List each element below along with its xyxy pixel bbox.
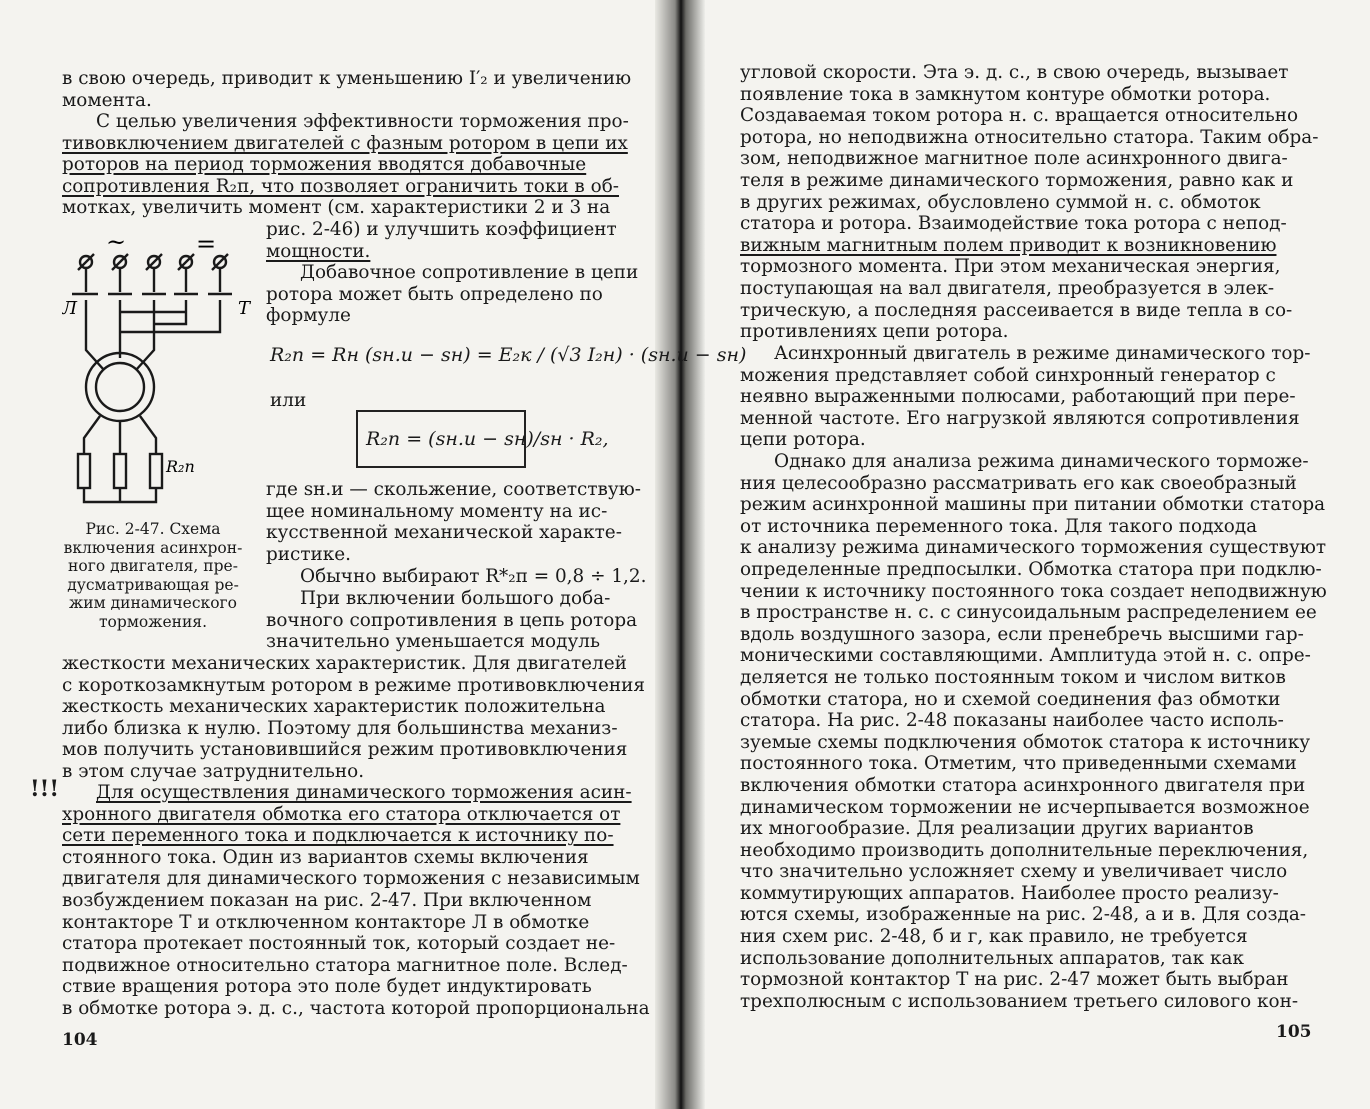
text-line: ния схем рис. 2-48, б и г, как правило, не требуется [740,926,1248,948]
text-line: мов получить установившийся режим противовключения [62,739,628,761]
text-line: подвижное относительно статора магнитное поле. Вслед- [62,954,628,976]
text-line: контакторе Т и отключенном контакторе Л в обмотке [62,911,590,933]
text-line: можения представляет собой синхронный генератор с [740,364,1276,386]
left-top-text [62,68,632,111]
text-line: жесткость механических характеристик положительна [62,696,606,718]
text-line: Создаваемая током ротора н. с. вращается относительно [740,105,1299,127]
text-line: возбуждением показан на рис. 2-47. При включенном [62,889,592,911]
text-line: статора. На рис. 2-48 показаны наиболее часто исполь- [740,710,1284,732]
text-line: режим асинхронной машины при питании обмотки статора [740,494,1326,516]
text-line: теля в режиме динамического торможения, равно как и [740,169,1294,191]
text-line: в этом случае затруднительно. [62,760,365,782]
left-para-3-side [266,588,638,653]
text-line: зуемые схемы подключения обмоток статора к источнику [740,731,1311,753]
text-line: противлениях цепи ротора. [740,321,1009,343]
right-para-3 [740,451,1327,1012]
text-line: необходимо производить дополнительные переключения, [740,839,1309,861]
text-line: Добавочное сопротивление в цепи [300,262,639,283]
where-text [266,479,641,565]
text-line: ствие вращения ротора это поле будет индуктировать [62,976,592,998]
text-line: либо близка к нулю. Поэтому для большинства механиз- [62,717,618,739]
page-number-right: 105 [1276,1022,1312,1042]
caption-line: дусматривающая ре- [67,575,239,594]
text-line: к анализу режима динамического торможения существуют [740,537,1327,559]
formula-2-box [356,410,609,468]
text-line: коммутирующих аппаратов. Наиболее просто реализу- [740,882,1279,904]
formula-1: R₂п = Rн (sн.и − sн) = E₂к / (√3 I₂н) · (sн.и − sн) [270,344,747,366]
text-line: Асинхронный двигатель в режиме динамического тор- [774,343,1311,364]
text-line: двигателя для динамического торможения с независимым [62,868,640,890]
text-line: что значительно усложняет схему и увеличивает число [740,861,1288,883]
text-line: ротора, но неподвижна относительно статора. Таким обра- [740,126,1319,148]
text-line: использование дополнительных аппаратов, так как [740,947,1244,969]
caption-line: торможения. [98,612,207,631]
text-line: тивовключением двигателей с фазным ротором в цепи их [62,132,628,154]
caption-line: Рис. 2-47. Схема [85,520,221,538]
dc-symbol: = [196,232,217,258]
contactor-l-label: Л [62,298,78,319]
usually-line: Обычно выбирают R*₂п = 0,8 ÷ 1,2. [300,566,647,587]
or-word: или [270,390,307,411]
text-line: зом, неподвижное магнитное поле асинхронного двига- [740,148,1288,170]
text-line: момента. [62,89,152,111]
text-line: При включении большого доба- [300,588,611,609]
left-para-2 [266,262,639,327]
text-line: появление тока в замкнутом контуре обмотки ротора. [740,83,1271,105]
text-line: их многообразие. Для реализации других вариантов [740,818,1254,840]
text-line: значительно уменьшается модуль [266,631,600,653]
text-line: жесткости механических характеристик. Для двигателей [62,653,627,674]
text-line: тормозной контактор Т на рис. 2-47 может быть выбран [740,969,1289,991]
text-line: сопротивления R₂п, что позволяет ограничить токи в об- [62,175,619,197]
text-line: статора и ротора. Взаимодействие тока ротора с непод- [740,213,1287,235]
text-line: менной частоте. Его нагрузкой являются сопротивления [740,407,1300,429]
text-line: чении к источнику постоянного тока создает неподвижную [740,580,1327,602]
right-para-2 [740,343,1311,451]
ac-symbol: ~ [106,232,127,256]
text-line: мотках, увеличить момент (см. характеристики 2 и 3 на [62,197,611,219]
text-line: обмотки статора, но и схемой соединения фаз обмотки [740,688,1281,710]
text-line: Однако для анализа режима динамического торможе- [774,451,1309,472]
text-line: сети переменного тока и подключается к источнику по- [62,825,614,847]
text-line: в пространстве н. с. с синусоидальным распределением ее [740,602,1317,624]
book-gutter [655,0,705,1109]
caption-line: включения асинхрон- [63,538,243,557]
text-line: цепи ротора. [740,429,866,451]
text-line: неявно выраженными полюсами, работающий при пере- [740,386,1296,408]
text-line: ристике. [266,543,351,565]
circuit-diagram [62,232,262,512]
left-para-1-side [266,219,624,262]
text-line: от источника переменного тока. Для такого подхода [740,515,1258,537]
text-line: роторов на период торможения вводятся добавочные [62,154,587,176]
text-line: моническими составляющими. Амплитуда этой н. с. опре- [740,645,1311,667]
text-line: ротора может быть определено по [266,283,603,305]
text-line: хронного двигателя обмотка его статора отключается от [62,803,621,825]
text-line: определенные предпосылки. Обмотка статора при подклю- [740,558,1322,580]
caption-line: ного двигателя, пре- [68,557,238,575]
text-line: Для осуществления динамического торможения асин- [96,782,632,803]
text-line: ния целесообразно рассматривать его как своеобразный [740,472,1297,494]
text-line: щее номинальному моменту на ис- [266,500,608,522]
contactor-t-label: Т [238,298,251,319]
text-line: в свою очередь, приводит к уменьшению I′₂ и увеличению [62,68,632,89]
text-line: угловой скорости. Эта э. д. с., в свою очередь, вызывает [740,62,1289,83]
text-line: стоянного тока. Один из вариантов схемы включения [62,846,589,868]
left-para-1 [62,111,629,219]
text-line: мощности. [266,240,371,262]
text-line: где sн.и — скольжение, соответствую- [266,479,641,500]
text-line: кусственной механической характе- [266,522,622,544]
text-line: рис. 2-46) и улучшить коэффициент [266,219,617,240]
figure-caption [62,520,244,631]
text-line: вдоль воздушного зазора, если пренебречь высшими гар- [740,623,1304,645]
text-line: ются схемы, изображенные на рис. 2-48, а и в. Для созда- [740,904,1307,926]
text-line: в других режимах, обусловлено суммой н. с. обмоток [740,191,1261,213]
text-line: трехполюсным с использованием третьего силового кон- [740,990,1299,1012]
text-line: деляется не только постоянным током и числом витков [740,666,1286,688]
resistor-label: R₂п [166,457,195,476]
right-para-1 [740,62,1319,343]
text-line: С целью увеличения эффективности торможения про- [96,111,629,132]
text-line: трическую, а последняя рассеивается в виде тепла в со- [740,299,1293,321]
text-line: статора протекает постоянный ток, который создает не- [62,933,616,955]
text-line: формуле [266,305,351,327]
text-line: поступающая на вал двигателя, преобразуется в элек- [740,277,1275,299]
page-number-left: 104 [62,1030,98,1050]
text-line: в обмотке ротора э. д. с., частота которой пропорциональна [62,997,650,1019]
left-para-4 [62,782,650,1020]
formula-2: R₂п = (sн.и − sн)/sн · R₂, [366,428,609,450]
text-line: вижным магнитным полем приводит к возникновению [740,234,1277,256]
text-line: с короткозамкнутым ротором в режиме противовключения [62,674,645,696]
caption-line: жим динамического [69,594,237,612]
margin-mark: !!! [30,776,59,802]
left-para-3-full [62,653,645,783]
text-line: включения обмотки статора асинхронного двигателя при [740,774,1306,796]
right-page [700,0,1370,1109]
text-line: вочного сопротивления в цепь ротора [266,609,638,631]
text-line: динамическом торможении не исчерпывается возможное [740,796,1310,818]
text-line: постоянного тока. Отметим, что приведенными схемами [740,753,1297,775]
text-line: тормозного момента. При этом механическая энергия, [740,256,1281,278]
